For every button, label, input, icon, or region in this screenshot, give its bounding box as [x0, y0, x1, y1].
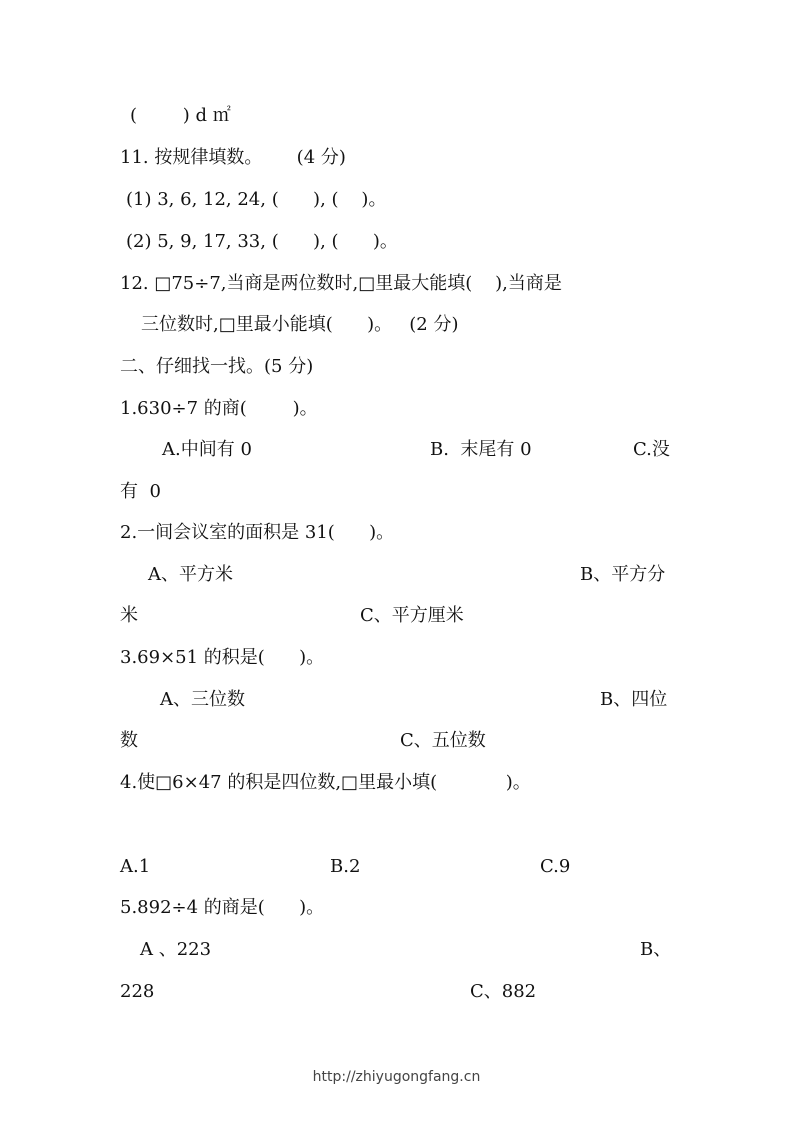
mc-question-3-option-b-cont: 数 [120, 730, 138, 751]
mc-question-5-option-b: B、 [640, 939, 672, 960]
mc-question-3-option-b: B、四位 [600, 689, 668, 710]
question-12-line-2: 三位数时,□里最小能填( )。 (2 分) [141, 314, 459, 335]
mc-question-5: 5.892÷4 的商是( )。 [120, 897, 325, 918]
question-11-part-2: (2) 5, 9, 17, 33, ( ), ( )。 [126, 231, 398, 252]
section-2-heading: 二、仔细找一找。(5 分) [120, 356, 314, 377]
mc-question-2-option-b: B、平方分 [580, 564, 666, 585]
mc-question-2: 2.一间会议室的面积是 31( )。 [120, 522, 395, 543]
question-12-line-1: 12. □75÷7,当商是两位数时,□里最大能填( ),当商是 [120, 273, 562, 294]
mc-question-2-option-a: A、平方米 [148, 564, 233, 585]
mc-question-2-option-c: C、平方厘米 [360, 605, 464, 626]
mc-question-3-option-a: A、三位数 [160, 689, 245, 710]
mc-question-1-option-c-cont: 有 0 [120, 481, 161, 502]
mc-question-3: 3.69×51 的积是( )。 [120, 647, 325, 668]
mc-question-1-option-b: B. 末尾有 0 [430, 439, 532, 460]
mc-question-2-option-b-cont: 米 [120, 605, 138, 626]
mc-question-1: 1.630÷7 的商( )。 [120, 398, 318, 419]
mc-question-5-option-b-cont: 228 [120, 981, 155, 1002]
mc-question-1-option-c: C.没 [633, 439, 670, 460]
mc-question-5-option-c: C、882 [470, 981, 537, 1002]
mc-question-3-option-c: C、五位数 [400, 730, 486, 751]
mc-question-4: 4.使□6×47 的积是四位数,□里最小填( )。 [120, 772, 531, 793]
mc-question-4-option-b: B.2 [330, 856, 361, 877]
mc-question-4-option-a: A.1 [120, 856, 151, 877]
answer-blank-dm2: ( ) d ㎡ [130, 105, 231, 126]
footer-url[interactable]: http://zhiyugongfang.cn [312, 1069, 481, 1085]
question-11-part-1: (1) 3, 6, 12, 24, ( ), ( )。 [126, 189, 387, 210]
question-11-title: 11. 按规律填数。 (4 分) [120, 147, 346, 168]
mc-question-4-option-c: C.9 [540, 856, 571, 877]
mc-question-1-option-a: A.中间有 0 [162, 439, 252, 460]
mc-question-5-option-a: A 、223 [140, 939, 212, 960]
